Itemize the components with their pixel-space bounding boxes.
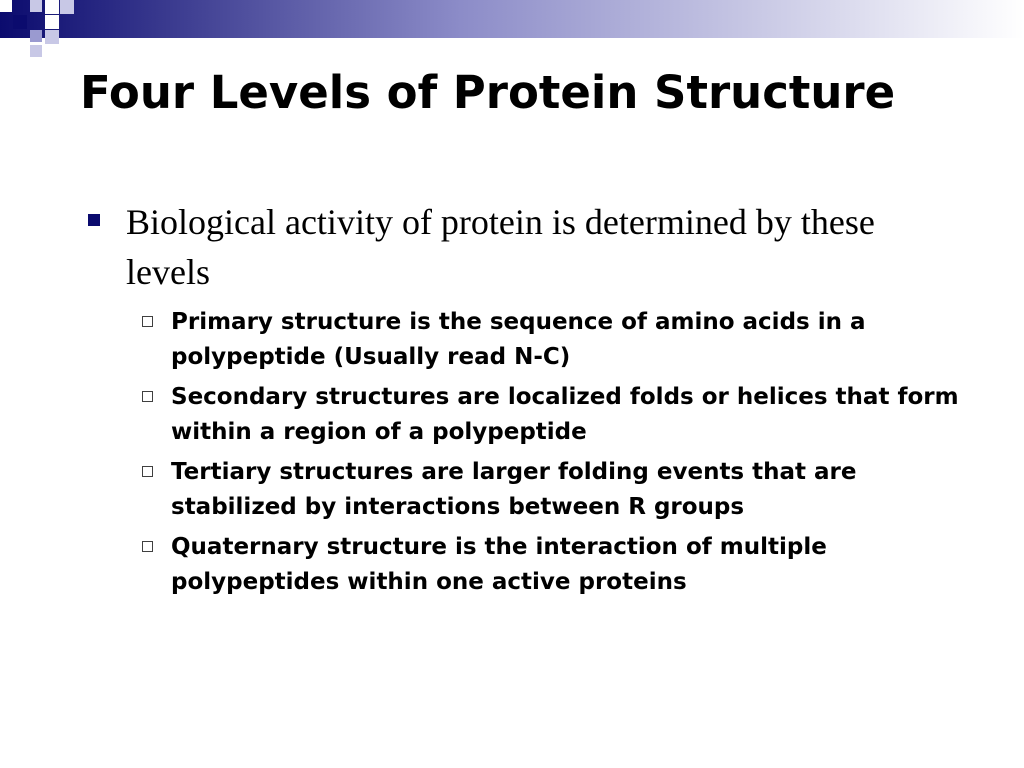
deco-square [45, 0, 59, 14]
sub-bullet-item [140, 305, 960, 374]
main-bullet-text: Biological activity of protein is determined by these levels [126, 202, 875, 292]
hollow-square-bullet-icon [142, 541, 153, 552]
deco-square [30, 30, 42, 42]
hollow-square-bullet-icon [142, 316, 153, 327]
sub-bullet-text: Tertiary structures are larger folding events that are stabilized by interactions between R groups [171, 459, 857, 520]
deco-square [45, 15, 59, 29]
deco-square [30, 0, 42, 12]
hollow-square-bullet-icon [142, 391, 153, 402]
sub-bullet-item [140, 530, 960, 599]
sub-bullet-item [140, 455, 960, 524]
header-gradient-band [0, 0, 1024, 38]
slide-title: Four Levels of Protein Structure [80, 66, 896, 119]
deco-square [60, 0, 74, 14]
hollow-square-bullet-icon [142, 466, 153, 477]
sub-bullet-item [140, 380, 960, 449]
square-bullet-icon [88, 214, 100, 226]
header-white-band [0, 38, 1024, 62]
sub-bullet-text: Quaternary structure is the interaction of multiple polypeptides within one active proteins [171, 534, 827, 595]
sub-bullet-text: Secondary structures are localized folds or helices that form within a region of a polypeptide [171, 384, 959, 445]
deco-square [0, 0, 12, 12]
deco-square [13, 15, 27, 29]
sub-bullet-list [140, 305, 960, 605]
header-decoration [0, 0, 1024, 62]
main-bullet [88, 197, 948, 297]
deco-square [45, 30, 59, 44]
sub-bullet-text: Primary structure is the sequence of amino acids in a polypeptide (Usually read N-C) [171, 309, 866, 370]
deco-square [30, 45, 42, 57]
